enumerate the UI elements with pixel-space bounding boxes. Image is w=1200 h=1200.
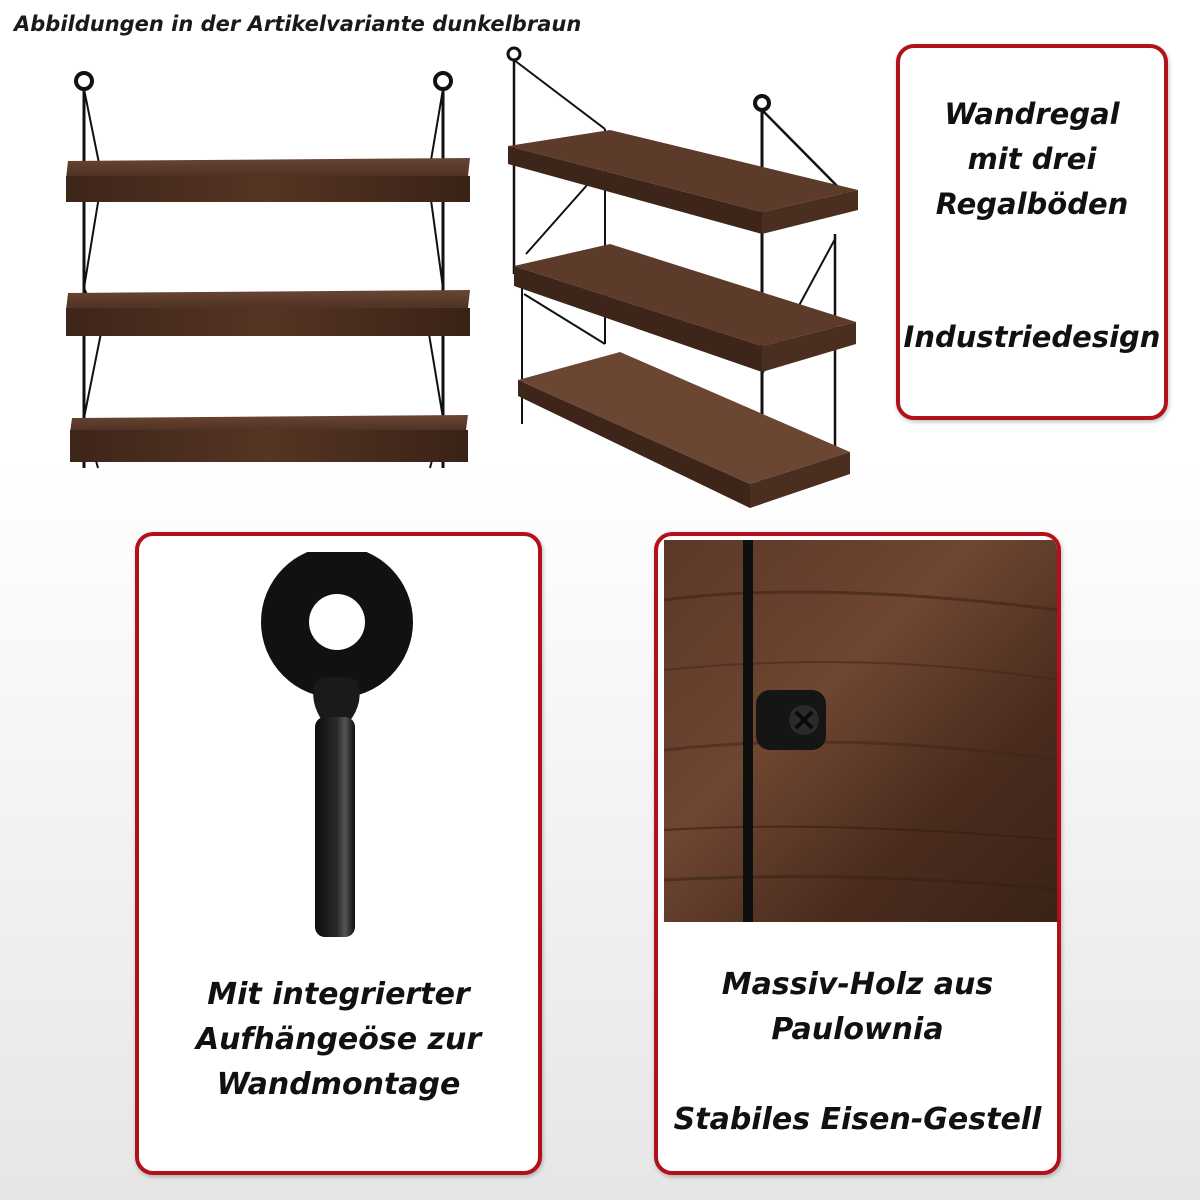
- shelf-board-middle: [66, 290, 470, 336]
- shelf-angled-photo: [500, 44, 870, 514]
- features-card: [896, 44, 1168, 420]
- feature-line-1: Wandregal: [944, 97, 1120, 131]
- wood-closeup-photo: [664, 540, 1059, 922]
- variant-caption: Abbildungen in der Artikelvariante dunkelbraun: [14, 12, 582, 36]
- hanging-eye-photo: [257, 552, 417, 942]
- wood-frame-line: Stabiles Eisen-Gestell: [673, 1102, 1042, 1137]
- wood-material-card: [654, 532, 1061, 1175]
- shelf-board-bottom: [70, 415, 468, 462]
- hanging-eye-card: [135, 532, 542, 1175]
- eye-line-3: Wandmontage: [216, 1067, 461, 1102]
- wood-line-1: Massiv-Holz aus: [721, 967, 994, 1002]
- feature-industrial: Industriedesign: [903, 320, 1161, 354]
- eye-line-1: Mit integrierter: [207, 977, 470, 1012]
- eye-line-2: Aufhängeöse zur: [195, 1022, 482, 1057]
- feature-line-2: mit drei: [967, 142, 1097, 176]
- feature-line-3: Regalböden: [935, 187, 1129, 221]
- shelf-front-photo: [60, 68, 480, 488]
- wood-line-2: Paulownia: [771, 1012, 944, 1047]
- shelf-board-top: [66, 158, 470, 202]
